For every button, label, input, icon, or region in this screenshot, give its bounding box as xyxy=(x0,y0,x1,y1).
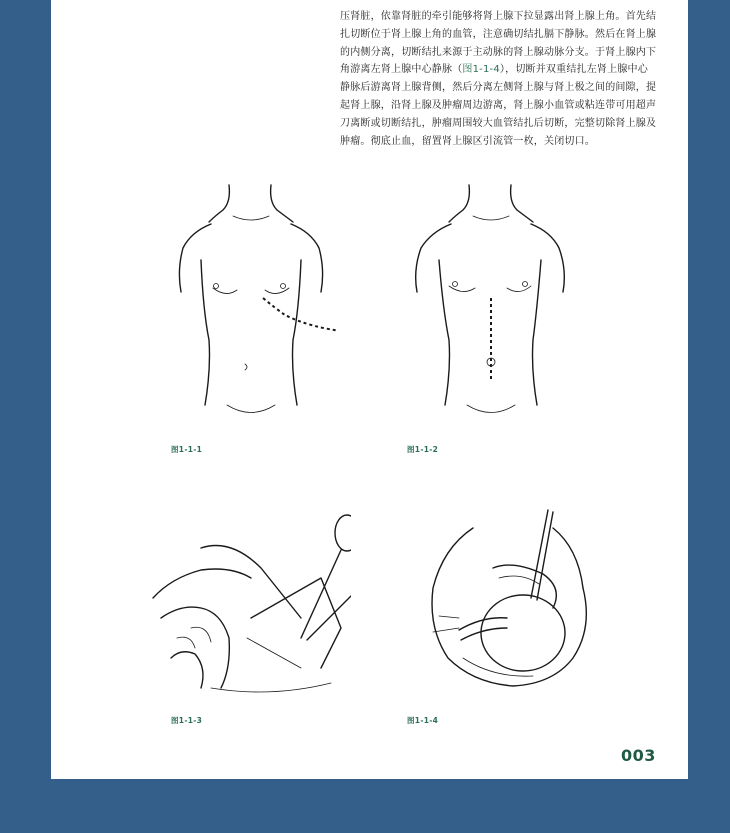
figure-1-1-1-illustration xyxy=(171,180,336,440)
figure-1-1-3-illustration xyxy=(151,508,351,708)
figure-1-1-1-caption: 图1-1-1 xyxy=(171,445,203,454)
body-paragraph xyxy=(340,8,658,150)
document-page xyxy=(51,0,688,779)
figure-1-1-4-illustration xyxy=(403,508,603,708)
page-number: 003 xyxy=(621,746,656,765)
figure-1-1-3-caption: 图1-1-3 xyxy=(171,716,203,725)
figure-1-1-2-caption: 图1-1-2 xyxy=(407,445,439,454)
figure-reference: 图1-1-4 xyxy=(462,64,500,76)
figure-1-1-2-illustration xyxy=(407,180,577,440)
figure-1-1-4-caption: 图1-1-4 xyxy=(407,716,439,725)
body-text-part2: ），切断并双重结扎左肾上腺中心静脉后游离肾上腺背侧，然后分离左侧肾上腺与肾上极之间的间隙，提起肾上腺，沿肾上腺及肿瘤周边游离，肾上腺小血管或粘连带可用超声刀离断或切断结扎，肿瘤周围较大血管结扎后切断，完整切除肾上腺及肿瘤。彻底止血，留置肾上腺区引流管一枚，关闭切口。 xyxy=(340,64,657,147)
body-text-part1: 压肾脏，依靠肾脏的牵引能够将肾上腺下拉显露出肾上腺上角。首先结扎切断位于肾上腺上角的血管，注意确切结扎膈下静脉。然后在肾上腺的内侧分离，切断结扎来源于主动脉的肾上腺动脉分支。于肾上腺内下角游离左肾上腺中心静脉（ xyxy=(340,11,657,76)
